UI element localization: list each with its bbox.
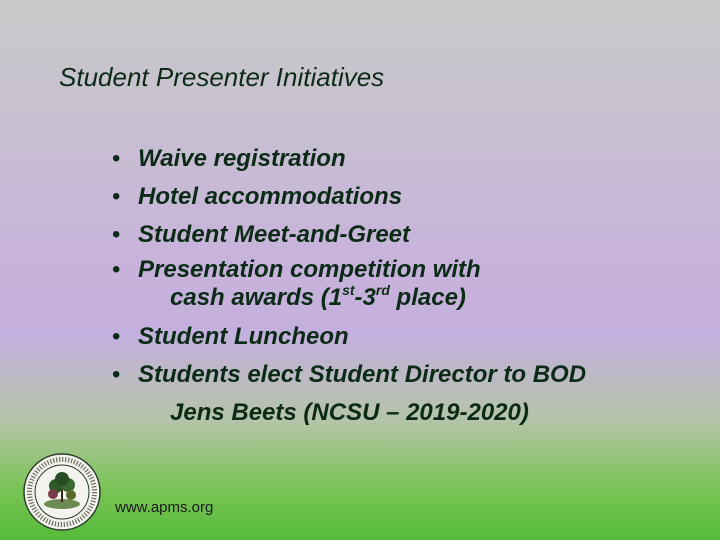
society-seal-icon xyxy=(22,452,102,532)
competition-label: Presentation competition with xyxy=(138,256,481,283)
awards-sup-first: st xyxy=(342,282,355,298)
awards-prefix: cash awards (1 xyxy=(170,284,343,311)
slide-title: Student Presenter Initiatives xyxy=(59,62,385,92)
awards-sup-third: rd xyxy=(375,282,390,298)
website-url[interactable]: www.apms.org xyxy=(115,499,214,516)
student-director-name: Jens Beets (NCSU – 2019-2020) xyxy=(170,399,529,426)
bullet-student-luncheon: • Student Luncheon xyxy=(112,318,702,356)
bullet-student-director: • Students elect Student Director to BOD xyxy=(112,356,702,394)
bullet-waive-registration: • Waive registration xyxy=(112,140,702,178)
competition-awards xyxy=(138,284,702,312)
bullet-hotel-accommodations: • Hotel accommodations xyxy=(112,178,702,216)
awards-suffix: place) xyxy=(389,284,466,311)
awards-mid: -3 xyxy=(354,284,376,311)
bullet-list xyxy=(112,140,702,432)
bullet-presentation-competition xyxy=(112,256,702,312)
bullet-meet-and-greet: • Student Meet-and-Greet xyxy=(112,216,702,254)
